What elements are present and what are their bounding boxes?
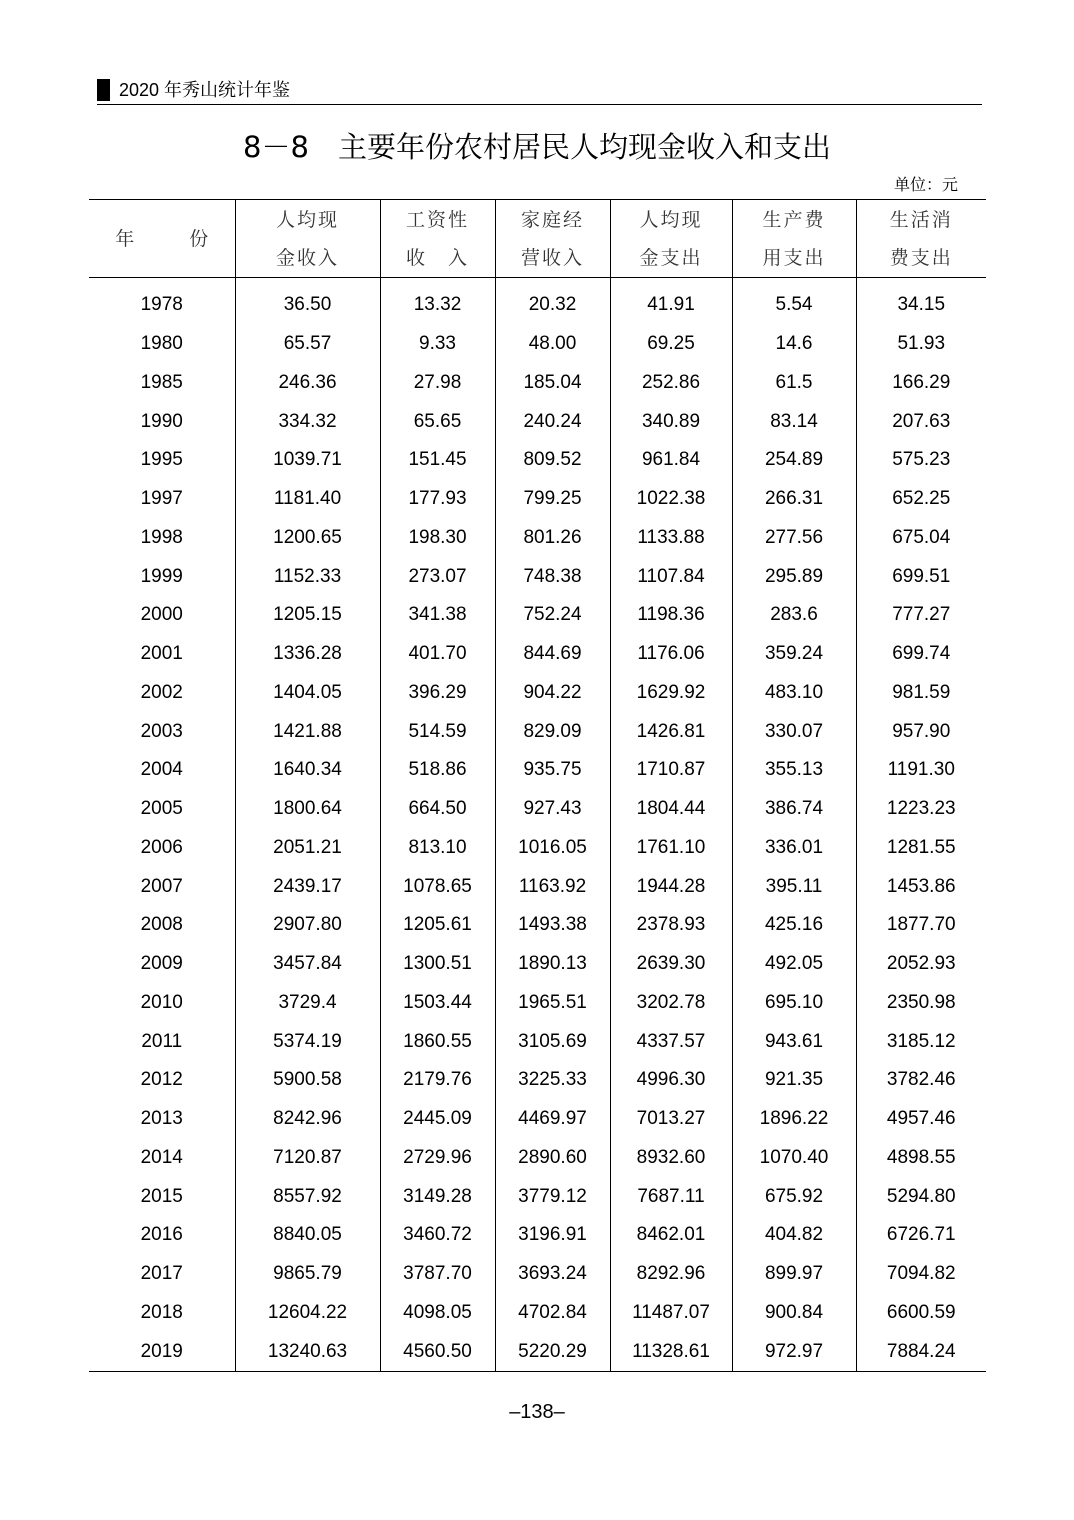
value-cell: 5900.58 <box>235 1061 380 1100</box>
table-row <box>89 712 986 751</box>
table-row <box>89 1216 986 1255</box>
value-cell: 1198.36 <box>610 596 732 635</box>
table-row <box>89 984 986 1023</box>
table-row <box>89 906 986 945</box>
value-cell: 340.89 <box>610 402 732 441</box>
value-cell: 254.89 <box>732 441 856 480</box>
value-cell: 277.56 <box>732 519 856 558</box>
value-cell: 8242.96 <box>235 1100 380 1139</box>
column-header-line2: 用支出 <box>762 246 826 269</box>
table-row <box>89 325 986 364</box>
value-cell: 4957.46 <box>856 1100 986 1139</box>
year-cell: 2011 <box>141 1030 183 1052</box>
value-cell: 2890.60 <box>495 1139 610 1178</box>
value-cell: 341.38 <box>380 596 495 635</box>
value-cell: 65.65 <box>380 402 495 441</box>
value-cell: 13240.63 <box>235 1332 380 1371</box>
column-header <box>732 200 856 278</box>
table-row <box>89 1294 986 1333</box>
value-cell: 4469.97 <box>495 1100 610 1139</box>
value-cell: 1896.22 <box>732 1100 856 1139</box>
value-cell: 3202.78 <box>610 984 732 1023</box>
table-row <box>89 1177 986 1216</box>
value-cell: 3782.46 <box>856 1061 986 1100</box>
page-number: –138– <box>509 1401 565 1423</box>
year-cell: 2000 <box>140 604 183 626</box>
value-cell: 777.27 <box>856 596 986 635</box>
value-cell: 334.32 <box>235 402 380 441</box>
value-cell: 273.07 <box>380 557 495 596</box>
table-row <box>89 1332 986 1371</box>
value-cell: 935.75 <box>495 751 610 790</box>
value-cell: 2179.76 <box>380 1061 495 1100</box>
value-cell: 1761.10 <box>610 829 732 868</box>
column-header-line2: 金支出 <box>639 246 703 269</box>
value-cell: 904.22 <box>495 674 610 713</box>
table-row <box>89 596 986 635</box>
year-cell: 2017 <box>140 1263 183 1285</box>
value-cell: 927.43 <box>495 790 610 829</box>
table-row <box>89 790 986 829</box>
value-cell: 748.38 <box>495 557 610 596</box>
value-cell: 240.24 <box>495 402 610 441</box>
table-row <box>89 867 986 906</box>
value-cell: 1426.81 <box>610 712 732 751</box>
value-cell: 11487.07 <box>610 1294 732 1333</box>
table-row <box>89 751 986 790</box>
value-cell: 13.32 <box>380 278 495 325</box>
value-cell: 1107.84 <box>610 557 732 596</box>
value-cell: 198.30 <box>380 519 495 558</box>
value-cell: 3196.91 <box>495 1216 610 1255</box>
table-row <box>89 945 986 984</box>
value-cell: 4098.05 <box>380 1294 495 1333</box>
value-cell: 404.82 <box>732 1216 856 1255</box>
value-cell: 1629.92 <box>610 674 732 713</box>
value-cell: 2729.96 <box>380 1139 495 1178</box>
header-marker-bar <box>97 79 110 101</box>
table-row <box>89 635 986 674</box>
value-cell: 1890.13 <box>495 945 610 984</box>
column-header <box>610 200 732 278</box>
value-cell: 699.74 <box>856 635 986 674</box>
value-cell: 3460.72 <box>380 1216 495 1255</box>
value-cell: 8292.96 <box>610 1255 732 1294</box>
value-cell: 396.29 <box>380 674 495 713</box>
value-cell: 900.84 <box>732 1294 856 1333</box>
table-row <box>89 1061 986 1100</box>
value-cell: 4996.30 <box>610 1061 732 1100</box>
value-cell: 675.92 <box>732 1177 856 1216</box>
value-cell: 972.97 <box>732 1332 856 1371</box>
year-cell: 1990 <box>140 410 183 432</box>
column-header-line1: 人均现 <box>275 208 339 231</box>
value-cell: 266.31 <box>732 480 856 519</box>
value-cell: 330.07 <box>732 712 856 751</box>
value-cell: 1453.86 <box>856 867 986 906</box>
value-cell: 41.91 <box>610 278 732 325</box>
year-cell: 2013 <box>140 1108 183 1130</box>
year-cell: 1980 <box>140 333 183 355</box>
table-row <box>89 1255 986 1294</box>
value-cell: 844.69 <box>495 635 610 674</box>
year-cell: 1997 <box>140 488 183 510</box>
year-cell: 2016 <box>140 1224 183 1246</box>
value-cell: 3225.33 <box>495 1061 610 1100</box>
value-cell: 1860.55 <box>380 1022 495 1061</box>
column-header-line1: 工资性 <box>405 208 469 231</box>
year-cell: 2003 <box>140 720 183 742</box>
value-cell: 3149.28 <box>380 1177 495 1216</box>
value-cell: 961.84 <box>610 441 732 480</box>
value-cell: 801.26 <box>495 519 610 558</box>
value-cell: 3693.24 <box>495 1255 610 1294</box>
value-cell: 7884.24 <box>856 1332 986 1371</box>
table-row <box>89 441 986 480</box>
year-cell: 1998 <box>140 526 183 548</box>
value-cell: 4337.57 <box>610 1022 732 1061</box>
value-cell: 652.25 <box>856 480 986 519</box>
value-cell: 829.09 <box>495 712 610 751</box>
value-cell: 1070.40 <box>732 1139 856 1178</box>
value-cell: 1200.65 <box>235 519 380 558</box>
column-header: 年 份 <box>89 200 235 278</box>
value-cell: 1965.51 <box>495 984 610 1023</box>
value-cell: 899.97 <box>732 1255 856 1294</box>
table-row <box>89 364 986 403</box>
column-header-line1: 人均现 <box>639 208 703 231</box>
value-cell: 1176.06 <box>610 635 732 674</box>
table-row <box>89 480 986 519</box>
value-cell: 752.24 <box>495 596 610 635</box>
value-cell: 5294.80 <box>856 1177 986 1216</box>
value-cell: 799.25 <box>495 480 610 519</box>
table-header-row <box>89 200 986 278</box>
value-cell: 65.57 <box>235 325 380 364</box>
value-cell: 1181.40 <box>235 480 380 519</box>
column-header-line1: 生活消 <box>889 208 953 231</box>
table-row <box>89 402 986 441</box>
year-cell: 2012 <box>140 1069 183 1091</box>
value-cell: 177.93 <box>380 480 495 519</box>
value-cell: 699.51 <box>856 557 986 596</box>
year-cell: 2002 <box>140 681 183 703</box>
year-cell: 2006 <box>140 836 183 858</box>
value-cell: 9.33 <box>380 325 495 364</box>
value-cell: 518.86 <box>380 751 495 790</box>
value-cell: 1133.88 <box>610 519 732 558</box>
table-row <box>89 674 986 713</box>
income-expenditure-table <box>89 199 986 1372</box>
column-header-line1: 生产费 <box>762 208 826 231</box>
value-cell: 1640.34 <box>235 751 380 790</box>
value-cell: 7120.87 <box>235 1139 380 1178</box>
value-cell: 7094.82 <box>856 1255 986 1294</box>
year-cell: 2004 <box>140 759 183 781</box>
value-cell: 575.23 <box>856 441 986 480</box>
value-cell: 675.04 <box>856 519 986 558</box>
value-cell: 1205.61 <box>380 906 495 945</box>
value-cell: 2639.30 <box>610 945 732 984</box>
table-row <box>89 829 986 868</box>
value-cell: 14.6 <box>732 325 856 364</box>
value-cell: 8557.92 <box>235 1177 380 1216</box>
value-cell: 3787.70 <box>380 1255 495 1294</box>
value-cell: 7687.11 <box>610 1177 732 1216</box>
value-cell: 2907.80 <box>235 906 380 945</box>
value-cell: 1039.71 <box>235 441 380 480</box>
table-body <box>89 278 986 1372</box>
value-cell: 6726.71 <box>856 1216 986 1255</box>
value-cell: 61.5 <box>732 364 856 403</box>
year-cell: 2008 <box>140 914 183 936</box>
value-cell: 1710.87 <box>610 751 732 790</box>
column-header-line2: 费支出 <box>889 246 953 269</box>
value-cell: 981.59 <box>856 674 986 713</box>
value-cell: 3457.84 <box>235 945 380 984</box>
table-row <box>89 1022 986 1061</box>
value-cell: 1205.15 <box>235 596 380 635</box>
year-cell: 1978 <box>140 294 183 316</box>
column-header <box>380 200 495 278</box>
value-cell: 3729.4 <box>235 984 380 1023</box>
value-cell: 1152.33 <box>235 557 380 596</box>
value-cell: 5220.29 <box>495 1332 610 1371</box>
value-cell: 4702.84 <box>495 1294 610 1333</box>
year-cell: 1985 <box>140 371 183 393</box>
value-cell: 151.45 <box>380 441 495 480</box>
value-cell: 36.50 <box>235 278 380 325</box>
year-cell: 2019 <box>140 1340 183 1362</box>
value-cell: 8932.60 <box>610 1139 732 1178</box>
value-cell: 295.89 <box>732 557 856 596</box>
value-cell: 1404.05 <box>235 674 380 713</box>
value-cell: 20.32 <box>495 278 610 325</box>
value-cell: 2051.21 <box>235 829 380 868</box>
value-cell: 386.74 <box>732 790 856 829</box>
value-cell: 2445.09 <box>380 1100 495 1139</box>
running-header-text: 2020 年秀山统计年鉴 <box>119 80 291 100</box>
value-cell: 6600.59 <box>856 1294 986 1333</box>
column-header-line2: 营收入 <box>520 246 584 269</box>
value-cell: 355.13 <box>732 751 856 790</box>
year-cell: 2007 <box>140 875 183 897</box>
value-cell: 246.36 <box>235 364 380 403</box>
value-cell: 11328.61 <box>610 1332 732 1371</box>
value-cell: 1503.44 <box>380 984 495 1023</box>
value-cell: 1493.38 <box>495 906 610 945</box>
value-cell: 27.98 <box>380 364 495 403</box>
value-cell: 695.10 <box>732 984 856 1023</box>
value-cell: 12604.22 <box>235 1294 380 1333</box>
value-cell: 1022.38 <box>610 480 732 519</box>
value-cell: 1944.28 <box>610 867 732 906</box>
value-cell: 3185.12 <box>856 1022 986 1061</box>
value-cell: 1281.55 <box>856 829 986 868</box>
year-cell: 2015 <box>140 1185 183 1207</box>
value-cell: 359.24 <box>732 635 856 674</box>
year-cell: 2009 <box>140 953 183 975</box>
value-cell: 48.00 <box>495 325 610 364</box>
value-cell: 2350.98 <box>856 984 986 1023</box>
column-header <box>235 200 380 278</box>
value-cell: 283.6 <box>732 596 856 635</box>
value-cell: 2052.93 <box>856 945 986 984</box>
table-row <box>89 1139 986 1178</box>
value-cell: 1877.70 <box>856 906 986 945</box>
column-header-line2: 金收入 <box>275 246 339 269</box>
value-cell: 9865.79 <box>235 1255 380 1294</box>
value-cell: 401.70 <box>380 635 495 674</box>
value-cell: 185.04 <box>495 364 610 403</box>
value-cell: 1336.28 <box>235 635 380 674</box>
value-cell: 83.14 <box>732 402 856 441</box>
running-header <box>97 78 982 105</box>
column-header <box>495 200 610 278</box>
unit-label: 单位：元 <box>893 175 958 194</box>
value-cell: 166.29 <box>856 364 986 403</box>
value-cell: 813.10 <box>380 829 495 868</box>
year-cell: 2005 <box>140 798 183 820</box>
year-cell: 2014 <box>140 1146 183 1168</box>
value-cell: 957.90 <box>856 712 986 751</box>
value-cell: 7013.27 <box>610 1100 732 1139</box>
value-cell: 51.93 <box>856 325 986 364</box>
value-cell: 921.35 <box>732 1061 856 1100</box>
year-cell: 1995 <box>140 449 183 471</box>
year-cell: 2018 <box>140 1301 183 1323</box>
value-cell: 425.16 <box>732 906 856 945</box>
value-cell: 8462.01 <box>610 1216 732 1255</box>
value-cell: 8840.05 <box>235 1216 380 1255</box>
value-cell: 1016.05 <box>495 829 610 868</box>
value-cell: 943.61 <box>732 1022 856 1061</box>
value-cell: 2378.93 <box>610 906 732 945</box>
value-cell: 1191.30 <box>856 751 986 790</box>
value-cell: 1223.23 <box>856 790 986 829</box>
column-header-line1: 家庭经 <box>520 208 584 231</box>
year-cell: 1999 <box>140 565 183 587</box>
value-cell: 5374.19 <box>235 1022 380 1061</box>
value-cell: 1078.65 <box>380 867 495 906</box>
column-header <box>856 200 986 278</box>
value-cell: 2439.17 <box>235 867 380 906</box>
value-cell: 1300.51 <box>380 945 495 984</box>
value-cell: 1163.92 <box>495 867 610 906</box>
value-cell: 4898.55 <box>856 1139 986 1178</box>
table-row <box>89 557 986 596</box>
year-cell: 2010 <box>140 991 183 1013</box>
value-cell: 252.86 <box>610 364 732 403</box>
table-row <box>89 519 986 558</box>
value-cell: 5.54 <box>732 278 856 325</box>
value-cell: 336.01 <box>732 829 856 868</box>
value-cell: 483.10 <box>732 674 856 713</box>
table-row <box>89 278 986 325</box>
column-header-line2: 收 入 <box>405 246 469 269</box>
value-cell: 69.25 <box>610 325 732 364</box>
value-cell: 4560.50 <box>380 1332 495 1371</box>
value-cell: 1421.88 <box>235 712 380 751</box>
value-cell: 514.59 <box>380 712 495 751</box>
value-cell: 3779.12 <box>495 1177 610 1216</box>
value-cell: 395.11 <box>732 867 856 906</box>
value-cell: 1804.44 <box>610 790 732 829</box>
table-row <box>89 1100 986 1139</box>
value-cell: 34.15 <box>856 278 986 325</box>
value-cell: 207.63 <box>856 402 986 441</box>
value-cell: 1800.64 <box>235 790 380 829</box>
page-title: 8－8 主要年份农村居民人均现金收入和支出 <box>243 130 831 164</box>
value-cell: 664.50 <box>380 790 495 829</box>
value-cell: 809.52 <box>495 441 610 480</box>
value-cell: 492.05 <box>732 945 856 984</box>
year-cell: 2001 <box>140 643 183 665</box>
value-cell: 3105.69 <box>495 1022 610 1061</box>
